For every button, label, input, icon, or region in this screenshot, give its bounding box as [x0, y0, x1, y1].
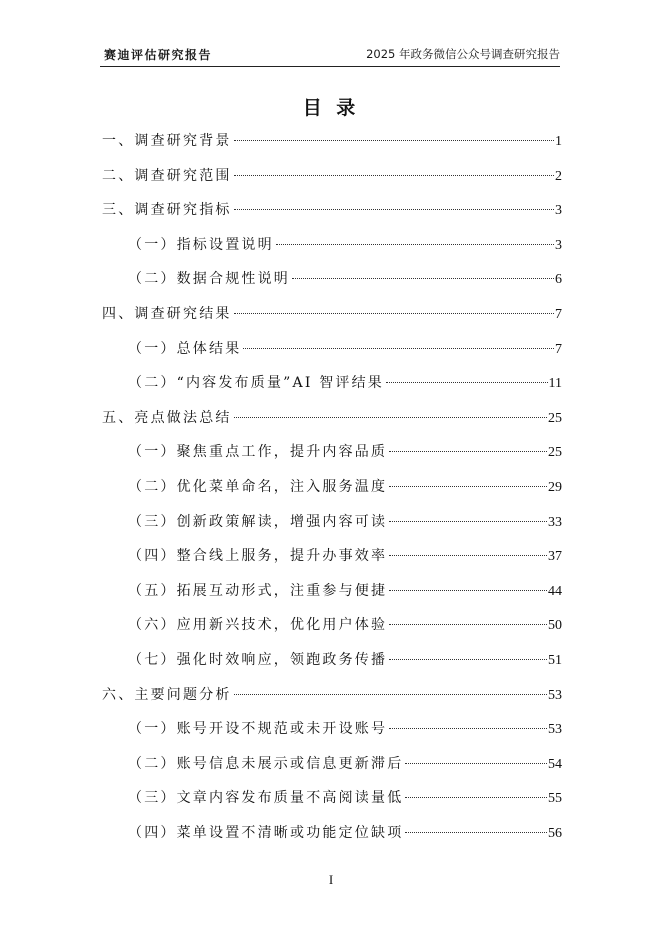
toc-dot-leader	[389, 590, 547, 591]
toc-title: 目 录	[302, 97, 360, 119]
toc-entry-page: 53	[548, 687, 562, 703]
toc-entry-title: （五）拓展互动形式，注重参与便捷	[128, 582, 388, 599]
header-organization: 赛迪评估研究报告	[104, 48, 213, 62]
toc-entry-subsection[interactable]	[128, 546, 562, 566]
toc-dot-leader	[389, 521, 547, 522]
toc-entry-title: 一、调查研究背景	[102, 133, 232, 149]
toc-dot-leader	[389, 451, 547, 452]
toc-entry-page: 7	[555, 341, 562, 357]
toc-dot-leader	[243, 348, 554, 349]
toc-entry-title: 四、调查研究结果	[102, 306, 232, 322]
toc-entry-page: 44	[548, 583, 562, 599]
toc-entry-subsection[interactable]	[128, 373, 562, 393]
toc-entry-subsection[interactable]	[128, 719, 562, 739]
toc-entry-section[interactable]	[102, 685, 562, 705]
toc-entry-page: 25	[548, 410, 562, 426]
toc-entry-title: （二）账号信息未展示或信息更新滞后	[128, 755, 404, 772]
toc-entry-section[interactable]	[102, 166, 562, 186]
toc-entry-subsection[interactable]	[128, 615, 562, 635]
toc-dot-leader	[234, 417, 547, 418]
toc-entry-page: 29	[548, 480, 562, 495]
toc-entry-section[interactable]	[102, 131, 562, 151]
toc-dot-leader	[405, 832, 547, 833]
toc-dot-leader	[234, 175, 554, 176]
toc-entry-page: 1	[555, 134, 562, 149]
toc-entry-subsection[interactable]	[128, 235, 562, 255]
toc-entry-section[interactable]	[102, 408, 562, 428]
toc-entry-subsection[interactable]	[128, 512, 562, 532]
toc-entry-title: （七）强化时效响应，领跑政务传播	[128, 652, 388, 668]
toc-entry-title: 六、主要问题分析	[102, 686, 232, 703]
toc-entry-subsection[interactable]	[128, 477, 562, 497]
toc-entry-subsection[interactable]	[128, 442, 562, 462]
toc-entry-title: （三）文章内容发布质量不高阅读量低	[128, 790, 404, 807]
toc-entry-page: 56	[548, 826, 562, 841]
toc-entry-title: （一）指标设置说明	[128, 236, 274, 253]
toc-entry-title: （三）创新政策解读，增强内容可读	[128, 513, 388, 530]
toc-entry-title: （一）聚焦重点工作，提升内容品质	[128, 444, 388, 461]
toc-entry-title: （二）数据合规性说明	[128, 271, 290, 288]
toc-entry-page: 2	[555, 168, 562, 184]
toc-entry-page: 50	[548, 618, 562, 634]
toc-entry-subsection[interactable]	[128, 269, 562, 289]
page-number: I	[328, 872, 334, 887]
toc-entry-page: 33	[548, 514, 562, 530]
toc-dot-leader	[234, 140, 554, 141]
toc-entry-page: 6	[555, 272, 562, 288]
toc-dot-leader	[386, 382, 548, 383]
toc-entry-title: （二）优化菜单命名，注入服务温度	[128, 479, 388, 495]
toc-entry-page: 54	[548, 756, 562, 772]
toc-entry-section[interactable]	[102, 304, 562, 324]
toc-entry-subsection[interactable]	[128, 788, 562, 808]
toc-dot-leader	[389, 659, 547, 660]
toc-entry-title: 五、亮点做法总结	[102, 409, 232, 426]
toc-entry-page: 25	[548, 445, 562, 461]
toc-entry-page: 7	[555, 307, 562, 322]
toc-entry-title: （六）应用新兴技术，优化用户体验	[128, 617, 388, 634]
toc-dot-leader	[389, 486, 547, 487]
toc-entry-page: 3	[555, 203, 562, 219]
toc-dot-leader	[389, 728, 547, 729]
toc-entry-title: （二）“内容发布质量”AI 智评结果	[128, 375, 385, 392]
toc-dot-leader	[292, 278, 554, 279]
header-report-title: 2025 年政务微信公众号调查研究报告	[366, 47, 560, 61]
toc-entry-title: （四）整合线上服务，提升办事效率	[128, 548, 388, 565]
toc-entry-subsection[interactable]	[128, 754, 562, 774]
toc-entry-title: （一）账号开设不规范或未开设账号	[128, 721, 388, 738]
toc-dot-leader	[389, 624, 547, 625]
toc-entry-subsection[interactable]	[128, 581, 562, 601]
toc-entry-page: 51	[548, 653, 562, 668]
toc-dot-leader	[389, 555, 547, 556]
toc-entry-subsection[interactable]	[128, 823, 562, 843]
toc-entry-title: 二、调查研究范围	[102, 167, 232, 184]
toc-entry-page: 3	[555, 237, 562, 253]
toc-entry-page: 37	[548, 549, 562, 565]
toc-dot-leader	[276, 244, 554, 245]
toc-dot-leader	[234, 694, 547, 695]
toc-entry-page: 53	[548, 722, 562, 738]
toc-entry-section[interactable]	[102, 200, 562, 220]
toc-entry-page: 11	[548, 376, 562, 392]
toc-dot-leader	[234, 209, 554, 210]
toc-entry-subsection[interactable]	[128, 650, 562, 670]
toc-dot-leader	[234, 313, 554, 314]
toc-entry-page: 55	[548, 791, 562, 807]
toc-entry-subsection[interactable]	[128, 339, 562, 359]
toc-entry-title: （一）总体结果	[128, 340, 242, 357]
toc-dot-leader	[405, 797, 547, 798]
toc-entry-title: 三、调查研究指标	[102, 202, 232, 219]
toc-dot-leader	[405, 763, 547, 764]
toc-entry-title: （四）菜单设置不清晰或功能定位缺项	[128, 825, 404, 841]
